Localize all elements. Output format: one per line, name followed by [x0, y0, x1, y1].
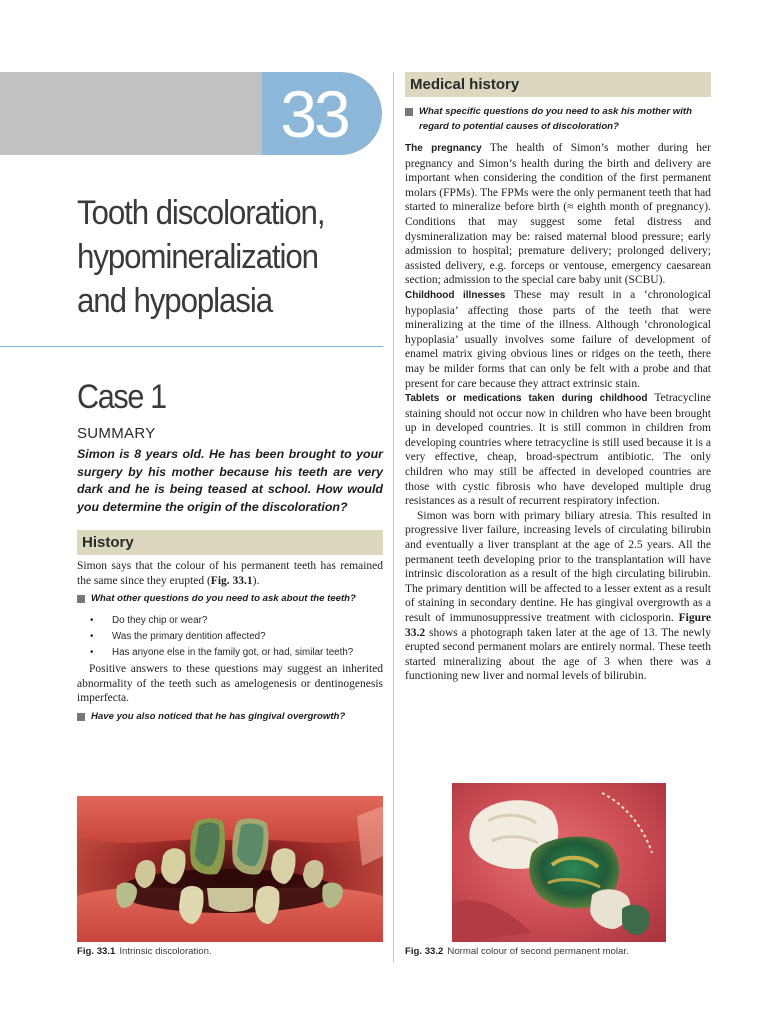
- question-gingival: [77, 710, 383, 725]
- figure-33-1-caption: [77, 945, 383, 959]
- summary-text: Simon is 8 years old. He has been brought to your surgery by his mother because his teeth are very dark and he is being teased at school. How would you determine the origin of the discoloration?: [77, 447, 383, 514]
- question-bullet-list: [90, 613, 380, 661]
- bullet-text: Has anyone else in the family got, or had, similar teeth?: [112, 647, 354, 658]
- simon-text-end: shows a photograph taken later at the age of 13. The newly erupted second permanent molars are entirely normal. These teeth started mineralizing about the age of 3 when there was a functioning new liver and normal levels of bilirubin.: [405, 626, 711, 683]
- figure-33-2-photo: [452, 783, 666, 942]
- positive-answers-text: Positive answers to these questions may suggest an inherited abnormality of the teeth such as amelogenesis or dentinogenesis imperfecta.: [77, 663, 383, 705]
- chapter-title-line: hypomineralization: [77, 238, 318, 276]
- childhood-heading: Childhood illnesses: [405, 289, 506, 301]
- history-intro-end: ).: [252, 574, 260, 587]
- title-divider: [0, 346, 383, 347]
- bullet-text: Do they chip or wear?: [112, 615, 208, 626]
- question-teeth-text: What other questions do you need to ask about the teeth?: [91, 593, 356, 604]
- positive-answers-paragraph: [77, 662, 383, 706]
- pregnancy-text: The health of Simon’s mother during her pregnancy and Simon’s health during the birth and delivery are important when considering the condition of the first permanent molars (FPMs). The FPMs were the only permanent teeth that had started to mineralize before birth (≈ eighth month of pregnancy). Conditions that may suggest some fetal distress and dysmineralization may be: raised maternal blood pressure; early admission to hospital; premature delivery; prolonged delivery; assisted delivery, e.g. forceps or ventouse, emergency caesarean section; admission to the special care baby unit (SCBU).: [405, 142, 711, 287]
- bullet-icon: •: [90, 631, 94, 642]
- question-marker-icon: [77, 713, 85, 721]
- fig-33-1-reference[interactable]: Fig. 33.1: [210, 574, 253, 587]
- childhood-paragraph: [405, 288, 711, 391]
- history-intro: [77, 559, 383, 588]
- case-title: Case 1: [77, 378, 166, 416]
- question-teeth: [77, 592, 383, 607]
- medical-history-body: [405, 141, 711, 684]
- chapter-number: 33: [280, 77, 348, 151]
- tablets-paragraph: [405, 391, 711, 509]
- simon-paragraph: [405, 509, 711, 684]
- chapter-title-line: Tooth discoloration,: [77, 194, 325, 232]
- tablets-text: Tetracycline staining should not occur now in children who have been brought up in developed countries. It is still common in children from developing countries where tetracycline is still used because it is a very effective, cheap, broad-spectrum antibiotic. The only children who may still be affected in developed countries are those with cystic fibrosis who have developed multiple drug resistances as a result of recurrent respiratory infection.: [405, 392, 711, 508]
- list-item: [90, 613, 380, 629]
- tablets-heading: Tablets or medications taken during childhood: [405, 393, 648, 405]
- figure-33-1-number: Fig. 33.1: [77, 946, 116, 957]
- pregnancy-paragraph: [405, 141, 711, 288]
- chapter-title-line: and hypoplasia: [77, 282, 272, 320]
- figure-33-2-caption-text: Normal colour of second permanent molar.: [447, 946, 629, 957]
- question-gingival-text: Have you also noticed that he has gingival overgrowth?: [91, 711, 346, 722]
- childhood-text: These may result in a ‘chronological hypoplasia’ affecting those parts of the teeth that were mineralizing at the time of the illness. Although ‘chronological hypoplasia’ usually involves some failure of development of enamel matrix giving obvious lines or ridges on the teeth, there may be milder forms that can only be felt with a probe and that present for care because they attract extrinsic stain.: [405, 288, 711, 390]
- figure-33-1-caption-text: Intrinsic discoloration.: [119, 946, 212, 957]
- chapter-header-band: [0, 72, 262, 155]
- list-item: [90, 645, 380, 661]
- bullet-icon: •: [90, 647, 94, 658]
- simon-text: Simon was born with primary biliary atresia. This resulted in progressive liver failure, increasing levels of circulating bilirubin and eventually a liver transplant at the age of 2.5 years. All the permanent teeth developing prior to the transplantation will have intrinsic discoloration as a result of the high circulating bilirubin. The primary dentition will be affected to a lesser extent as a result of staining in secondary dentine. He has gingival overgrowth as a result of immunosuppressive treatment with ciclosporin.: [405, 509, 711, 624]
- figure-33-1-photo: [77, 796, 383, 942]
- fig-33-2-reference[interactable]: Figure 33.2: [405, 612, 711, 639]
- pregnancy-heading: The pregnancy: [405, 143, 482, 154]
- question-medical: [405, 105, 711, 134]
- question-medical-text: What specific questions do you need to ask his mother with regard to potential causes of discoloration?: [419, 106, 692, 132]
- teeth-discoloration-image: [77, 796, 383, 942]
- medical-history-heading: Medical history: [405, 72, 711, 97]
- chapter-title: [77, 191, 353, 323]
- history-intro-text: Simon says that the colour of his permanent teeth has remained the same since they erupted (: [77, 560, 383, 587]
- bullet-text: Was the primary dentition affected?: [112, 631, 266, 642]
- question-marker-icon: [77, 595, 85, 603]
- bullet-icon: •: [90, 615, 94, 626]
- figure-33-2-number: Fig. 33.2: [405, 946, 444, 957]
- summary-heading: SUMMARY: [77, 425, 156, 442]
- column-divider: [393, 72, 394, 962]
- figure-33-2-caption: [405, 945, 711, 959]
- molar-image: [452, 783, 666, 942]
- list-item: [90, 629, 380, 645]
- history-heading: History: [77, 530, 383, 555]
- question-marker-icon: [405, 108, 413, 116]
